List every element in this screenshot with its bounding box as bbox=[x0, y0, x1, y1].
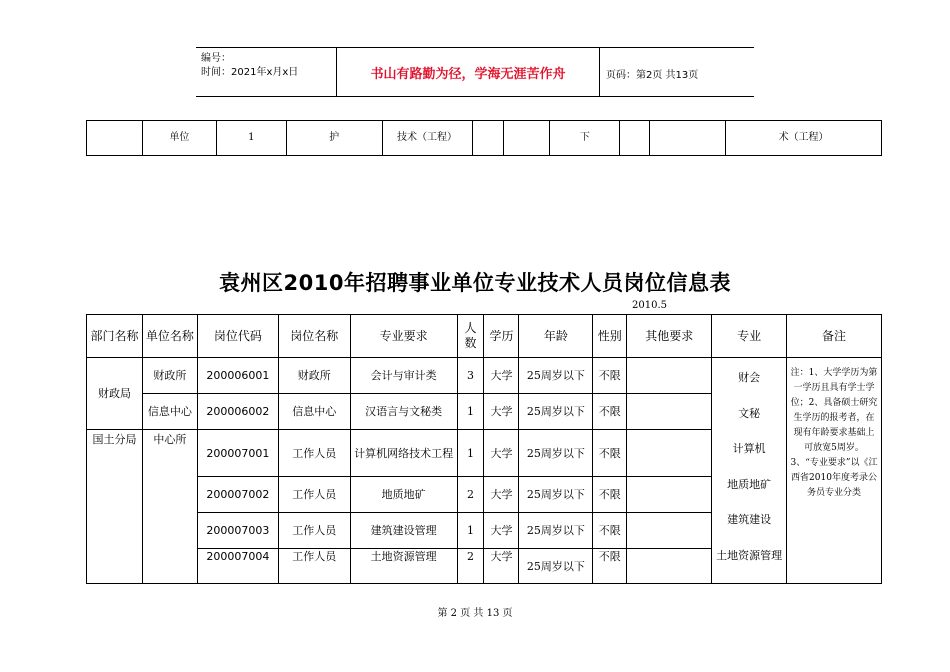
post-cell: 工作人员 bbox=[278, 430, 350, 477]
edu-cell: 大学 bbox=[484, 477, 519, 513]
count-cell: 1 bbox=[457, 513, 484, 549]
carry-cell: 护 bbox=[286, 121, 382, 156]
post-cell: 工作人员 bbox=[278, 549, 350, 584]
page-header bbox=[196, 47, 754, 97]
header-cell: 岗位代码 bbox=[197, 315, 278, 358]
carry-cell bbox=[620, 121, 650, 156]
number-label: 编号： bbox=[201, 53, 231, 64]
count-cell: 1 bbox=[457, 430, 484, 477]
edu-cell: 大学 bbox=[484, 549, 519, 584]
notes-cell: 注：1、大学学历为第一学历且具有学士学位；2、具备硕士研究生学历的报考者，在现有年龄要求基础上可放宽5周岁。3、“专业要求”以《江西省2010年度考录公务员专业分类 bbox=[787, 358, 882, 584]
header-meta bbox=[201, 52, 298, 80]
motto: 书山有路勤为径，学海无涯苦作舟 bbox=[336, 48, 600, 96]
header-cell: 学历 bbox=[484, 315, 519, 358]
time-label: 时间：2021年x月x日 bbox=[201, 67, 299, 78]
other-cell bbox=[627, 513, 712, 549]
table-row bbox=[87, 358, 882, 394]
sex-cell: 不限 bbox=[593, 477, 627, 513]
major-cell: 地质地矿 bbox=[350, 477, 457, 513]
age-cell: 25周岁以下 bbox=[519, 513, 593, 549]
edu-cell: 大学 bbox=[484, 394, 519, 430]
age-cell: 25周岁以下 bbox=[519, 477, 593, 513]
unit-cell: 信息中心 bbox=[142, 394, 197, 430]
count-cell: 2 bbox=[457, 549, 484, 584]
other-cell bbox=[627, 394, 712, 430]
header-cell: 部门名称 bbox=[87, 315, 143, 358]
carry-cell bbox=[650, 121, 726, 156]
carry-cell: 下 bbox=[550, 121, 620, 156]
age-cell: 25周岁以下 bbox=[519, 430, 593, 477]
major-label: 地质地矿 bbox=[727, 477, 772, 491]
page-label: 页码：第2页 共13页 bbox=[606, 70, 699, 81]
code-cell: 200006001 bbox=[197, 358, 278, 394]
edu-cell: 大学 bbox=[484, 513, 519, 549]
major-label: 文秘 bbox=[738, 406, 761, 420]
header-cell: 单位名称 bbox=[142, 315, 197, 358]
major-cell: 建筑建设管理 bbox=[350, 513, 457, 549]
age-cell: 25周岁以下 bbox=[519, 394, 593, 430]
header-cell: 专业 bbox=[712, 315, 787, 358]
other-cell bbox=[627, 430, 712, 477]
header-cell: 性别 bbox=[593, 315, 627, 358]
edu-cell: 大学 bbox=[484, 358, 519, 394]
count-cell: 2 bbox=[457, 477, 484, 513]
code-cell: 200007003 bbox=[197, 513, 278, 549]
major-label: 财会 bbox=[738, 371, 761, 384]
document-date: 2010.5 bbox=[632, 300, 667, 311]
count-cell: 1 bbox=[457, 394, 484, 430]
edu-cell: 大学 bbox=[484, 430, 519, 477]
other-cell bbox=[627, 358, 712, 394]
post-cell: 信息中心 bbox=[278, 394, 350, 430]
major-label: 计算机 bbox=[732, 442, 766, 455]
header-cell: 其他要求 bbox=[627, 315, 712, 358]
carry-cell: 术（工程） bbox=[726, 121, 882, 156]
major-cell: 计算机网络技术工程 bbox=[350, 430, 457, 477]
carry-cell: 1 bbox=[216, 121, 286, 156]
sex-cell: 不限 bbox=[593, 394, 627, 430]
unit-cell: 财政所 bbox=[142, 358, 197, 394]
majors-cell bbox=[712, 358, 787, 584]
sex-cell: 不限 bbox=[593, 513, 627, 549]
code-cell: 200007004 bbox=[197, 549, 278, 584]
unit-cell: 中心所 bbox=[142, 430, 197, 584]
post-cell: 工作人员 bbox=[278, 513, 350, 549]
sex-cell: 不限 bbox=[593, 549, 627, 584]
other-cell bbox=[627, 477, 712, 513]
post-cell: 财政所 bbox=[278, 358, 350, 394]
sex-cell: 不限 bbox=[593, 358, 627, 394]
positions-table bbox=[86, 314, 882, 584]
header-cell: 备注 bbox=[787, 315, 882, 358]
count-cell: 3 bbox=[457, 358, 484, 394]
header-cell: 年龄 bbox=[519, 315, 593, 358]
age-cell: 25周岁以下 bbox=[519, 358, 593, 394]
table-header-row bbox=[87, 315, 882, 358]
carry-over-row bbox=[86, 120, 882, 156]
code-cell: 200006002 bbox=[197, 394, 278, 430]
sex-cell: 不限 bbox=[593, 430, 627, 477]
code-cell: 200007002 bbox=[197, 477, 278, 513]
carry-cell bbox=[87, 121, 143, 156]
header-cell: 岗位名称 bbox=[278, 315, 350, 358]
page-footer: 第 2 页 共 13 页 bbox=[437, 608, 513, 619]
carry-cell bbox=[472, 121, 504, 156]
dept-cell: 国土分局 bbox=[87, 430, 143, 584]
dept-cell: 财政局 bbox=[87, 358, 143, 430]
code-cell: 200007001 bbox=[197, 430, 278, 477]
other-cell bbox=[627, 549, 712, 584]
header-cell: 人数 bbox=[457, 315, 484, 358]
post-cell: 工作人员 bbox=[278, 477, 350, 513]
major-label: 建筑建设 bbox=[727, 513, 772, 526]
carry-cell: 技术（工程） bbox=[382, 121, 472, 156]
major-label: 土地资源管理 bbox=[716, 548, 783, 562]
age-cell: 25周岁以下 bbox=[519, 549, 593, 584]
carry-cell bbox=[504, 121, 550, 156]
major-cell: 土地资源管理 bbox=[350, 549, 457, 584]
major-cell: 汉语言与文秘类 bbox=[350, 394, 457, 430]
header-cell: 专业要求 bbox=[350, 315, 457, 358]
major-cell: 会计与审计类 bbox=[350, 358, 457, 394]
carry-cell: 单位 bbox=[142, 121, 216, 156]
document-title: 袁州区2010年招聘事业单位专业技术人员岗位信息表 bbox=[219, 271, 731, 295]
